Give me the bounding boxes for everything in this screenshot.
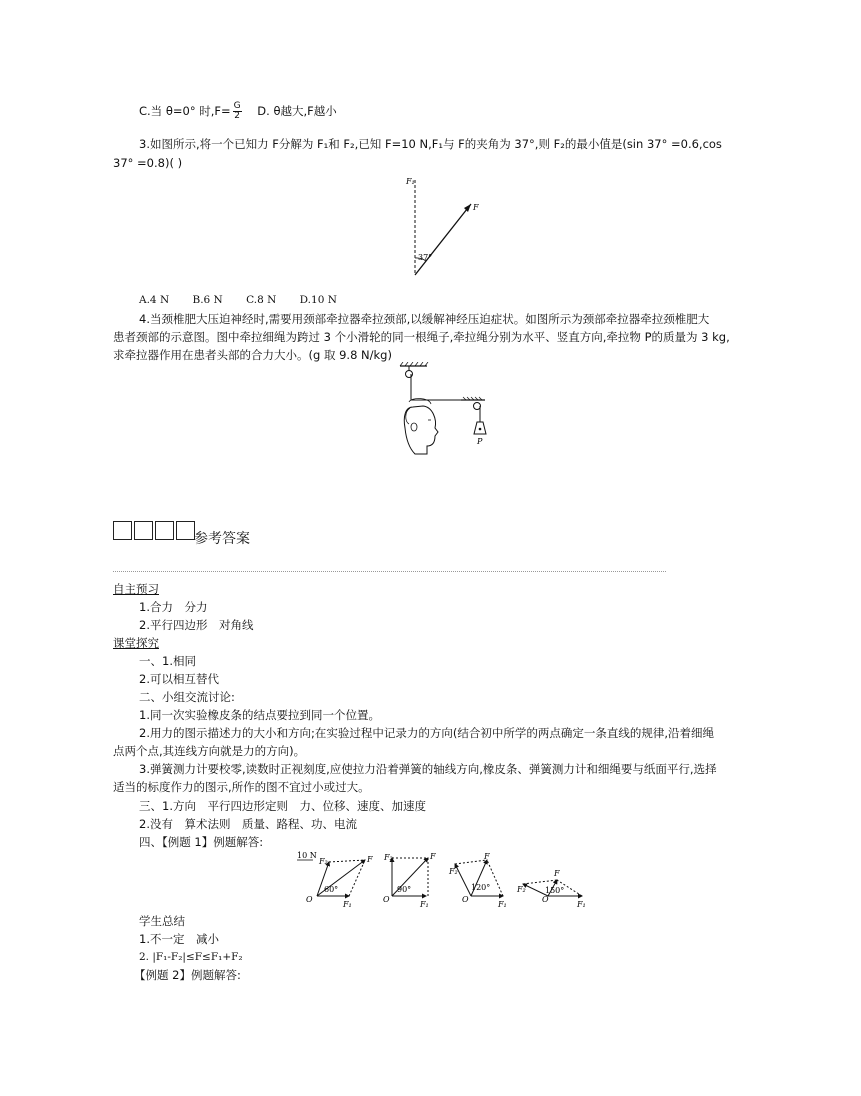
q3-text-line1: 3.如图所示,将一个已知力 F分解为 F₁和 F₂,已知 F=10 N,F₁与 F的夹角为 37°,则 F₂的最小值是(sin 37° =0.6,cos	[139, 137, 722, 151]
label-f: F	[554, 869, 560, 878]
section-self-study: 自主预习	[113, 582, 159, 596]
example1-figures	[295, 850, 595, 912]
label-o: O	[462, 895, 469, 904]
neck-traction-figure	[395, 362, 495, 462]
figure-90	[383, 852, 436, 909]
answer-line: 2.平行四边形 对角线	[139, 618, 254, 632]
answer-line: 二、小组交流讨论:	[139, 690, 235, 704]
label-f2: F₂	[449, 867, 458, 876]
right-pulley	[474, 403, 481, 410]
answer-line: 1.合力 分力	[139, 600, 208, 614]
fraction-numerator: G	[233, 101, 241, 111]
answer-line: 四、【例题 1】例题解答:	[139, 835, 264, 849]
label-f: F	[430, 852, 436, 861]
answer-line: 适当的标度作力的图示,所作的图不宜过小或过大。	[113, 780, 370, 794]
scale-label: 10 N	[297, 851, 317, 860]
box	[176, 521, 195, 540]
label-f1: F₁	[406, 177, 415, 186]
answer-line: 2.可以相互替代	[139, 672, 219, 686]
answer-line: 3.弹簧测力计要校零,读数时正视刻度,应使拉力沿着弹簧的轴线方向,橡皮条、弹簧测力计和细绳要与纸面平行,选择	[139, 762, 717, 776]
label-o: O	[542, 895, 549, 904]
answer-line: 【例题 2】例题解答:	[134, 968, 241, 982]
label-o: O	[383, 895, 390, 904]
option-c: C.8 N	[246, 294, 277, 306]
q3-force-figure	[395, 170, 490, 280]
label-angle: 150°	[545, 886, 565, 895]
f-arrow-line	[415, 204, 471, 275]
label-o: O	[306, 895, 313, 904]
q2-options	[139, 102, 337, 121]
answer-line: 点两个点,其连线方向就是力的方向)。	[113, 744, 306, 758]
option-c: C.当 θ=0° 时,F=	[139, 104, 231, 118]
q4-text-line1: 4.当颈椎肥大压迫神经时,需要用颈部牵拉器牵拉颈部,以缓解神经压迫症状。如图所示为颈部牵拉器牵拉颈椎肥大	[139, 312, 710, 326]
label-angle: 37°	[418, 253, 433, 262]
label-angle: 120°	[471, 883, 491, 892]
label-f: F	[367, 855, 373, 864]
label-f2: F₂	[319, 857, 328, 866]
figure-60	[297, 851, 373, 909]
label-f1: F₁	[343, 900, 352, 909]
option-d: D. θ越大,F越小	[257, 104, 337, 118]
weight-mark	[479, 428, 482, 431]
section-class-inquiry: 课堂探究	[113, 636, 159, 650]
dashed-side	[329, 860, 365, 862]
q4-text-line3: 求牵拉器作用在患者头部的合力大小。(g 取 9.8 N/kg)	[113, 348, 392, 362]
option-a: A.4 N	[139, 294, 170, 306]
label-f1: F₁	[420, 900, 429, 909]
label-f: F	[473, 203, 479, 212]
answer-line: 1.不一定 减小	[139, 932, 219, 946]
q3-text-line2: 37° =0.8)( )	[113, 156, 183, 170]
box	[113, 521, 132, 540]
figure-120	[448, 852, 507, 909]
option-d: D.10 N	[299, 294, 337, 306]
label-angle: 90°	[397, 885, 412, 894]
figure-150	[516, 869, 586, 909]
answer-line: 一、1.相同	[139, 654, 196, 668]
ceiling-hatch	[400, 362, 428, 366]
label-f1: F₁	[498, 900, 507, 909]
label-f: F	[484, 852, 490, 861]
q3-options	[139, 291, 337, 310]
label-f1: F₁	[577, 900, 586, 909]
answer-line: 三、1.方向 平行四边形定则 力、位移、速度、加速度	[139, 799, 426, 813]
dashed-side	[523, 880, 557, 884]
fraction	[233, 102, 242, 121]
harness	[409, 398, 431, 404]
dashed-side	[455, 860, 487, 864]
divider	[113, 571, 666, 572]
label-f2: F₂	[384, 853, 393, 862]
label-f2: F₂	[517, 885, 526, 894]
answer-heading: 参考答案	[194, 531, 250, 547]
box	[134, 521, 153, 540]
label-angle: 60°	[324, 885, 339, 894]
box	[155, 521, 174, 540]
fraction-denominator: 2	[234, 111, 240, 121]
answer-line: 2. |F₁-F₂|≤F≤F₁+F₂	[139, 951, 243, 963]
q4-text-line2: 患者颈部的示意图。图中牵拉细绳为跨过 3 个小滑轮的同一根绳子,牵拉绳分别为水平、竖直方向,牵拉物 P的质量为 3 kg,	[113, 330, 730, 344]
patient-head	[404, 406, 438, 454]
label-p: P	[477, 437, 483, 446]
answer-line: 2.没有 算术法则 质量、路程、功、电流	[139, 817, 357, 831]
answer-line: 1.同一次实验橡皮条的结点要拉到同一个位置。	[139, 708, 380, 722]
option-b: B.6 N	[192, 294, 223, 306]
answer-line: 2.用力的图示描述力的大小和方向;在实验过程中记录力的方向(结合初中所学的两点确定一条直线的规律,沿着细绳	[139, 726, 714, 740]
section-student-summary: 学生总结	[139, 914, 185, 928]
heading-boxes	[113, 521, 197, 540]
